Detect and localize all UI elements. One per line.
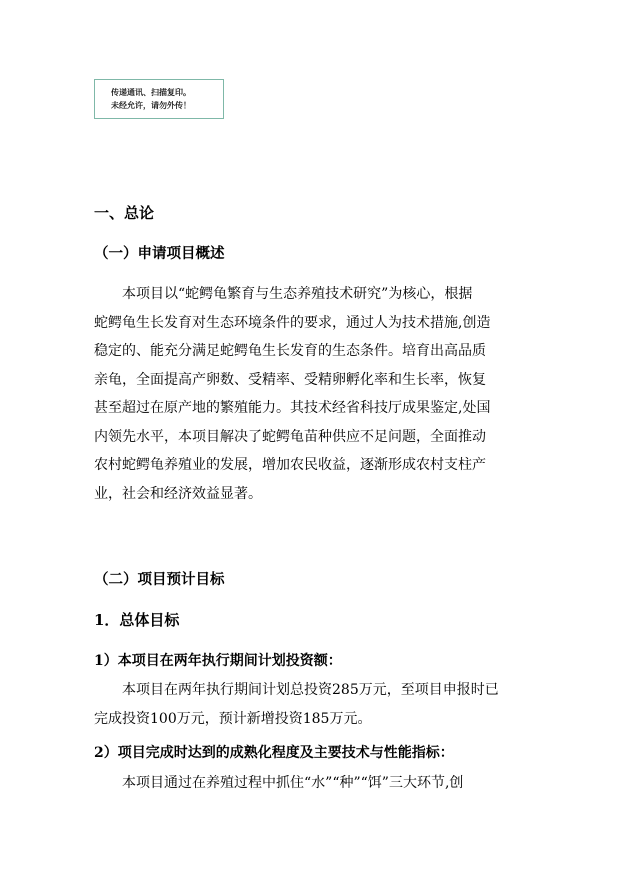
overview-paragraph (94, 280, 546, 508)
paragraph-line: 业，社会和经济效益显著。 (94, 485, 262, 502)
investment-paragraph (94, 676, 546, 733)
paragraph-line: 完成投资100万元，预计新增投资185万元。 (94, 710, 372, 727)
paragraph-line: 本项目通过在养殖过程中抓住“水”“种”“饵”三大环节,创 (122, 775, 464, 791)
confidential-stamp (94, 79, 224, 119)
paragraph-line: 本项目在两年执行期间计划总投资285万元，至项目申报时已 (122, 682, 499, 698)
paragraph-line: 稳定的、能充分满足蛇鳄龟生长发育的生态条件。培育出高品质 (94, 343, 486, 359)
paragraph-line: 蛇鳄龟生长发育对生态环境条件的要求，通过人为技术措施,创造 (94, 314, 491, 331)
section-title: 一、总论 (94, 204, 155, 222)
paragraph-line: 农村蛇鳄龟养殖业的发展，增加农民收益，逐渐形成农村支柱产 (94, 457, 486, 473)
maturity-heading: 2）项目完成时达到的成熟化程度及主要技术与性能指标： (94, 745, 454, 761)
goals-heading: （二）项目预计目标 (94, 572, 225, 588)
paragraph-line: 亲龟，全面提高产卵数、受精率、受精卵孵化率和生长率，恢复 (94, 371, 486, 388)
maturity-paragraph (94, 769, 546, 798)
stamp-line-1: 传递通讯、扫描复印。 (111, 88, 191, 97)
investment-heading: 1）本项目在两年执行期间计划投资额： (94, 653, 342, 669)
paragraph-line: 本项目以“蛇鳄龟繁育与生态养殖技术研究”为核心，根据 (122, 286, 473, 302)
overall-goal-heading: 1．总体目标 (94, 611, 180, 629)
paragraph-line: 甚至超过在原产地的繁殖能力。其技术经省科技厅成果鉴定,处国 (94, 400, 491, 416)
stamp-line-2: 未经允许，请勿外传！ (111, 101, 191, 110)
paragraph-line: 内领先水平，本项目解决了蛇鳄龟苗种供应不足问题，全面推动 (94, 428, 486, 445)
overview-heading: （一）申请项目概述 (94, 246, 225, 262)
